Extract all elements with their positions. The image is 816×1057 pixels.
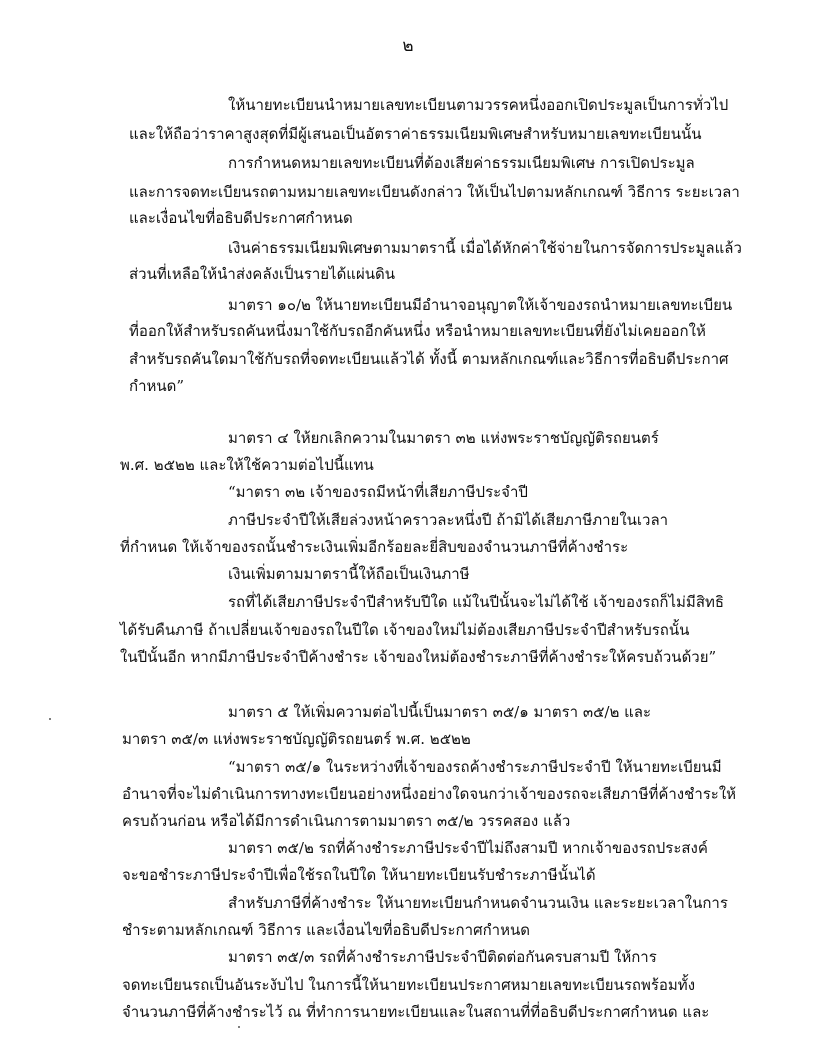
text-line: มาตรา ๔ ให้ยกเลิกความในมาตรา ๓๒ แห่งพระราชบัญญัติรถยนตร์ — [228, 429, 659, 447]
text-line: มาตรา ๓๕/๓ แห่งพระราชบัญญัติรถยนตร์ พ.ศ. ๒๕๒๒ — [122, 730, 471, 748]
text-line: “มาตรา ๓๒ เจ้าของรถมีหน้าที่เสียภาษีประจำปี — [228, 483, 528, 501]
text-line: มาตรา ๓๕/๓ รถที่ค้างชำระภาษีประจำปีติดต่อกันครบสามปี ให้การ — [228, 948, 657, 966]
text-line: มาตรา ๓๕/๒ รถที่ค้างชำระภาษีประจำปีไม่ถึงสามปี หากเจ้าของรถประสงค์ — [228, 839, 708, 857]
text-line: รถที่ได้เสียภาษีประจำปีสำหรับปีใด แม้ในปีนั้นจะไม่ได้ใช้ เจ้าของรถก็ไม่มีสิทธิ — [228, 593, 725, 611]
text-line: ส่วนที่เหลือให้นำส่งคลังเป็นรายได้แผ่นดิน — [129, 265, 396, 283]
text-line: และการจดทะเบียนรถตามหมายเลขทะเบียนดังกล่าว ให้เป็นไปตามหลักเกณฑ์ วิธีการ ระยะเวลา — [129, 183, 740, 201]
text-line: และให้ถือว่าราคาสูงสุดที่มีผู้เสนอเป็นอัตราค่าธรรมเนียมพิเศษสำหรับหมายเลขทะเบียนนั้น — [129, 125, 702, 143]
text-line: อำนาจที่จะไม่ดำเนินการทางทะเบียนอย่างหนึ่งอย่างใดจนกว่าเจ้าของรถจะเสียภาษีที่ค้างชำระให้ — [122, 785, 737, 803]
text-line: ภาษีประจำปีให้เสียล่วงหน้าคราวละหนึ่งปี ถ้ามิได้เสียภาษีภายในเวลา — [228, 511, 669, 529]
page-number: ๒ — [402, 36, 414, 56]
text-line: กำหนด” — [129, 377, 185, 395]
scan-speck — [238, 1026, 240, 1028]
text-line: จำนวนภาษีที่ค้างชำระไว้ ณ ที่ทำการนายทะเบียนและในสถานที่ที่อธิบดีประกาศกำหนด และ — [122, 1003, 710, 1021]
text-line: ชำระตามหลักเกณฑ์ วิธีการ และเงื่อนไขที่อธิบดีประกาศกำหนด — [122, 921, 530, 939]
text-line: ครบถ้วนก่อน หรือได้มีการดำเนินการตามมาตรา ๓๕/๒ วรรคสอง แล้ว — [122, 812, 571, 830]
text-line: ได้รับคืนภาษี ถ้าเปลี่ยนเจ้าของรถในปีใด เจ้าของใหม่ไม่ต้องเสียภาษีประจำปีสำหรับรถนั้น — [120, 621, 690, 639]
text-line: พ.ศ. ๒๕๒๒ และให้ใช้ความต่อไปนี้แทน — [120, 456, 374, 474]
text-line: เงินค่าธรรมเนียมพิเศษตามมาตรานี้ เมื่อได้หักค่าใช้จ่ายในการจัดการประมูลแล้ว — [228, 239, 742, 257]
text-line: ที่กำหนด ให้เจ้าของรถนั้นชำระเงินเพิ่มอีกร้อยละยี่สิบของจำนวนภาษีที่ค้างชำระ — [120, 538, 629, 556]
text-line: จะขอชำระภาษีประจำปีเพื่อใช้รถในปีใด ให้นายทะเบียนรับชำระภาษีนั้นได้ — [122, 866, 596, 884]
text-line: ที่ออกให้สำหรับรถคันหนึ่งมาใช้กับรถอีกคันหนึ่ง หรือนำหมายเลขทะเบียนที่ยังไม่เคยออกให้ — [129, 322, 706, 340]
text-line: การกำหนดหมายเลขทะเบียนที่ต้องเสียค่าธรรมเนียมพิเศษ การเปิดประมูล — [228, 154, 695, 172]
text-line: สำหรับภาษีที่ค้างชำระ ให้นายทะเบียนกำหนดจำนวนเงิน และระยะเวลาในการ — [228, 894, 728, 912]
scan-speck — [49, 718, 51, 720]
text-line: จดทะเบียนรถเป็นอันระงับไป ในการนี้ให้นายทะเบียนประกาศหมายเลขทะเบียนรถพร้อมทั้ง — [122, 976, 696, 994]
text-line: “มาตรา ๓๕/๑ ในระหว่างที่เจ้าของรถค้างชำระภาษีประจำปี ให้นายทะเบียนมี — [228, 758, 722, 776]
text-line: ให้นายทะเบียนนำหมายเลขทะเบียนตามวรรคหนึ่งออกเปิดประมูลเป็นการทั่วไป — [228, 96, 729, 114]
text-line: มาตรา ๕ ให้เพิ่มความต่อไปนี้เป็นมาตรา ๓๕/๑ มาตรา ๓๕/๒ และ — [228, 703, 652, 721]
text-line: และเงื่อนไขที่อธิบดีประกาศกำหนด — [129, 209, 353, 227]
text-line: เงินเพิ่มตามมาตรานี้ให้ถือเป็นเงินภาษี — [228, 565, 470, 583]
text-line: ในปีนั้นอีก หากมีภาษีประจำปีค้างชำระ เจ้าของใหม่ต้องชำระภาษีที่ค้างชำระให้ครบถ้วนด้วย” — [120, 648, 717, 666]
text-line: สำหรับรถคันใดมาใช้กับรถที่จดทะเบียนแล้วได้ ทั้งนี้ ตามหลักเกณฑ์และวิธีการที่อธิบดีประกาศ — [129, 350, 729, 368]
text-line: มาตรา ๑๐/๒ ให้นายทะเบียนมีอำนาจอนุญาตให้เจ้าของรถนำหมายเลขทะเบียน — [228, 296, 733, 314]
